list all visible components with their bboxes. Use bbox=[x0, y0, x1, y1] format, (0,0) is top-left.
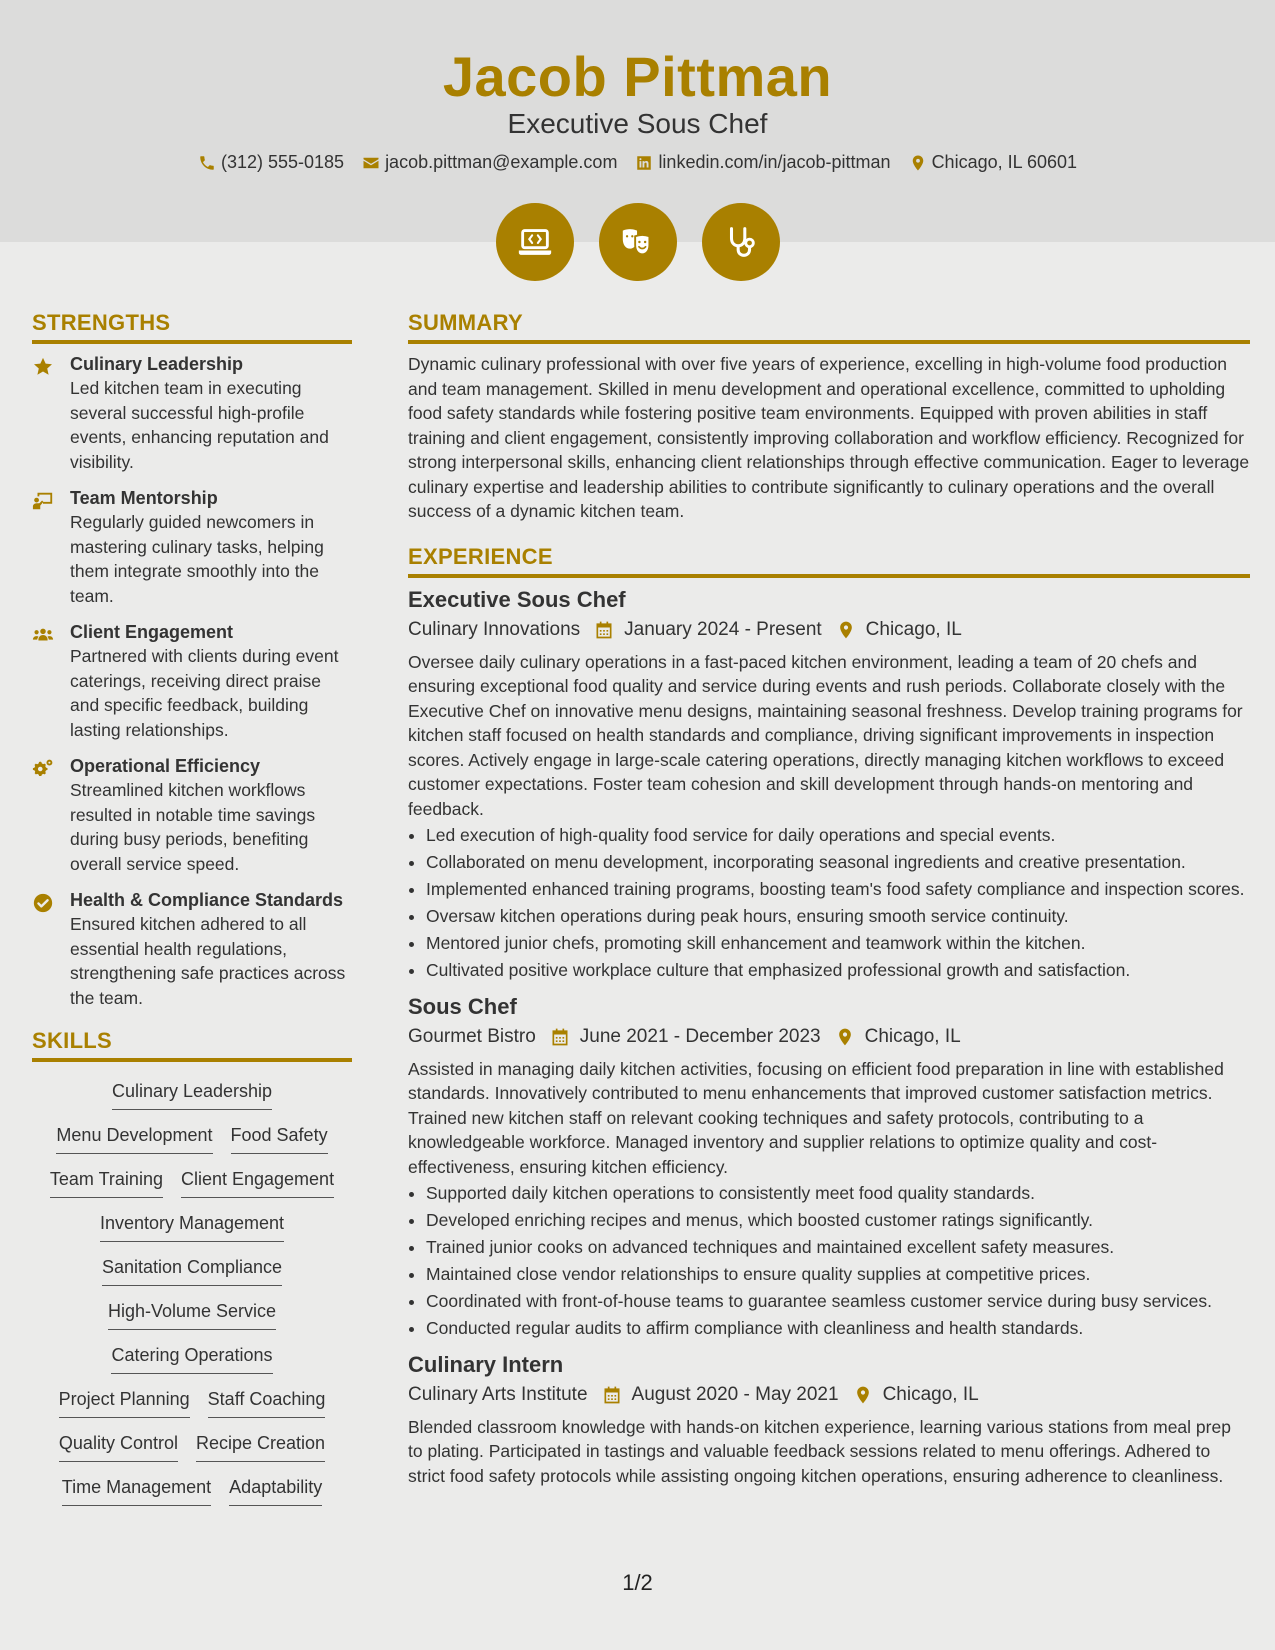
contact-row bbox=[0, 152, 1275, 173]
contact-phone-text: (312) 555-0185 bbox=[220, 152, 345, 172]
job-company: Culinary Innovations bbox=[408, 618, 581, 640]
skill-tag: Recipe Creation bbox=[196, 1428, 325, 1462]
contact-linkedin[interactable] bbox=[635, 152, 890, 173]
strength-desc: Ensured kitchen adhered to all essential health regulations, strengthening safe practices across the team. bbox=[70, 914, 346, 1008]
theater-masks-icon bbox=[619, 223, 657, 261]
skill-tag: High-Volume Service bbox=[108, 1296, 276, 1330]
location-icon bbox=[909, 154, 927, 172]
job-bullet: • Mentored junior chefs, promoting skill enhancement and teamwork within the kitchen. bbox=[426, 931, 1250, 956]
badge-theater bbox=[599, 203, 677, 281]
strength-desc: Regularly guided newcomers in mastering culinary tasks, helping them integrate smoothly into the team. bbox=[70, 512, 324, 606]
job-bullet: • Implemented enhanced training programs, boosting team's food safety compliance and inspection scores. bbox=[426, 877, 1250, 902]
location-icon bbox=[853, 1385, 873, 1405]
job-desc: Oversee daily culinary operations in a fast-paced kitchen environment, leading a team of 20 chefs and ensuring exceptional food quality and service during events and rush periods. Collaborate closely with the Executive Chef on innovative menu designs, maintaining seasonal freshness. Develop training programs for kitchen staff focused on health standards and compliance, driving significant improvements in inspection scores. Actively engage in large-scale catering operations, directly managing kitchen workflows to exceed customer expectations. Foster team cohesion and skill development through hands-on mentoring and feedback. bbox=[408, 651, 1243, 819]
right-column bbox=[408, 310, 1250, 1498]
skill-tag: Catering Operations bbox=[111, 1340, 272, 1374]
calendar-icon bbox=[594, 620, 614, 640]
badge-laptop bbox=[496, 203, 574, 281]
job-bullets bbox=[408, 1181, 1250, 1341]
mentor-icon bbox=[32, 490, 54, 512]
contact-location bbox=[909, 152, 1077, 173]
strength-item bbox=[32, 888, 352, 1010]
skill-tag: Team Training bbox=[50, 1164, 163, 1198]
job-bullet: • Trained junior cooks on advanced techniques and maintained excellent safety measures. bbox=[426, 1235, 1250, 1260]
strength-desc: Streamlined kitchen workflows resulted in notable time savings during busy periods, benefiting overall service speed. bbox=[70, 780, 316, 874]
left-column bbox=[32, 310, 352, 1506]
strength-item bbox=[32, 754, 352, 876]
skill-tag: Sanitation Compliance bbox=[102, 1252, 282, 1286]
email-icon bbox=[362, 154, 380, 172]
gears-icon bbox=[32, 758, 54, 780]
summary-text: Dynamic culinary professional with over five years of experience, excelling in high-volume food production and team management. Skilled in menu development and operational excellence, committed to upholding food safety standards while fostering positive team environments. Equipped with proven abilities in staff training and client engagement, consistently improving collaboration and workflow efficiency. Recognized for strong interpersonal skills, enhancing client relationships through effective communication. Eager to leverage culinary expertise and leadership abilities to contribute significantly to culinary operations and the overall success of a dynamic kitchen team. bbox=[408, 354, 1250, 521]
users-icon bbox=[32, 624, 54, 646]
job-bullet: • Supported daily kitchen operations to consistently meet food quality standards. bbox=[426, 1181, 1250, 1206]
contact-phone[interactable] bbox=[198, 152, 344, 173]
job-bullet: • Led execution of high-quality food service for daily operations and special events. bbox=[426, 823, 1250, 848]
skill-tag: Time Management bbox=[62, 1472, 211, 1506]
star-icon bbox=[32, 356, 54, 378]
skill-tag: Project Planning bbox=[59, 1384, 190, 1418]
job-meta bbox=[408, 1021, 1250, 1053]
strength-title: Health & Compliance Standards bbox=[70, 890, 344, 910]
job-bullet: • Developed enriching recipes and menus, which boosted customer ratings significantly. bbox=[426, 1208, 1250, 1233]
location-icon bbox=[836, 620, 856, 640]
laptop-code-icon bbox=[516, 223, 554, 261]
job-meta bbox=[408, 614, 1250, 646]
strength-desc: Led kitchen team in executing several successful high-profile events, enhancing reputation and visibility. bbox=[70, 378, 329, 472]
job-dates: January 2024 - Present bbox=[624, 618, 822, 640]
contact-email-text: jacob.pittman@example.com bbox=[385, 152, 618, 172]
skill-tag: Staff Coaching bbox=[208, 1384, 326, 1418]
skills-list bbox=[32, 1070, 352, 1506]
job-dates: August 2020 - May 2021 bbox=[631, 1383, 839, 1405]
job-dates: June 2021 - December 2023 bbox=[579, 1025, 821, 1047]
location-icon bbox=[835, 1027, 855, 1047]
strength-desc: Partnered with clients during event caterings, receiving direct praise and specific feedback, building lasting relationships. bbox=[70, 646, 339, 740]
strength-item bbox=[32, 352, 352, 474]
job-role: Sous Chef bbox=[408, 993, 517, 1019]
strength-title: Team Mentorship bbox=[70, 488, 218, 508]
job-entry bbox=[408, 993, 1250, 1341]
skill-tag: Adaptability bbox=[229, 1472, 322, 1506]
skill-tag: Inventory Management bbox=[100, 1208, 284, 1242]
skill-tag: Quality Control bbox=[59, 1428, 178, 1462]
contact-email[interactable] bbox=[362, 152, 617, 173]
check-circle-icon bbox=[32, 892, 54, 914]
phone-icon bbox=[198, 154, 216, 172]
job-location: Chicago, IL bbox=[882, 1383, 979, 1405]
job-company: Culinary Arts Institute bbox=[408, 1383, 588, 1405]
summary-heading: SUMMARY bbox=[408, 310, 1250, 344]
job-entry bbox=[408, 1351, 1250, 1489]
skill-tag: Culinary Leadership bbox=[112, 1076, 272, 1110]
job-desc: Blended classroom knowledge with hands-on kitchen experience, learning various stations from meal prep to plating. Participated in tastings and valuable feedback sessions related to menu offerings. Adhered to strict food safety protocols while assisting ongoing kitchen operations, ensuring adherence to cleanliness. bbox=[408, 1416, 1231, 1486]
linkedin-icon bbox=[635, 154, 653, 172]
skill-tag: Food Safety bbox=[231, 1120, 328, 1154]
job-bullet: • Conducted regular audits to affirm compliance with cleanliness and health standards. bbox=[426, 1316, 1250, 1341]
job-location: Chicago, IL bbox=[864, 1025, 961, 1047]
calendar-icon bbox=[602, 1385, 622, 1405]
strength-title: Operational Efficiency bbox=[70, 756, 261, 776]
skills-heading: SKILLS bbox=[32, 1028, 352, 1062]
interest-badges bbox=[0, 203, 1275, 281]
job-role: Culinary Intern bbox=[408, 1351, 564, 1377]
contact-location-text: Chicago, IL 60601 bbox=[931, 152, 1078, 172]
job-bullets bbox=[408, 823, 1250, 983]
job-bullet: • Maintained close vendor relationships to ensure quality supplies at competitive prices. bbox=[426, 1262, 1250, 1287]
job-bullet: • Oversaw kitchen operations during peak hours, ensuring smooth service continuity. bbox=[426, 904, 1250, 929]
job-desc: Assisted in managing daily kitchen activities, focusing on efficient food preparation in line with established standards. Innovatively contributed to menu enhancements that improved customer satisfaction metrics. Trained new kitchen staff on relevant cooking techniques and safety protocols, contributing to a knowledgeable workforce. Managed inventory and supplier relations to optimize quality and cost-effectiveness, ensuring kitchen efficiency. bbox=[408, 1058, 1224, 1177]
badge-stethoscope bbox=[702, 203, 780, 281]
job-company: Gourmet Bistro bbox=[408, 1025, 536, 1047]
job-role: Executive Sous Chef bbox=[408, 586, 626, 612]
strength-item bbox=[32, 486, 352, 608]
strength-title: Culinary Leadership bbox=[70, 354, 244, 374]
strength-item bbox=[32, 620, 352, 742]
calendar-icon bbox=[550, 1027, 570, 1047]
candidate-name: Jacob Pittman bbox=[442, 45, 833, 108]
job-location: Chicago, IL bbox=[865, 618, 962, 640]
job-entry bbox=[408, 586, 1250, 983]
skill-tag: Menu Development bbox=[56, 1120, 212, 1154]
skill-tag: Client Engagement bbox=[181, 1164, 334, 1198]
stethoscope-icon bbox=[722, 223, 760, 261]
job-bullet: • Coordinated with front-of-house teams to guarantee seamless customer service during busy services. bbox=[426, 1289, 1250, 1314]
strength-title: Client Engagement bbox=[70, 622, 234, 642]
job-bullet: • Collaborated on menu development, incorporating seasonal ingredients and creative presentation. bbox=[426, 850, 1250, 875]
page-number: 1/2 bbox=[622, 1570, 653, 1595]
job-meta bbox=[408, 1379, 1250, 1411]
strengths-heading: STRENGTHS bbox=[32, 310, 352, 344]
candidate-title: Executive Sous Chef bbox=[507, 108, 768, 139]
contact-linkedin-text: linkedin.com/in/jacob-pittman bbox=[658, 152, 891, 172]
experience-heading: EXPERIENCE bbox=[408, 544, 1250, 578]
job-bullet: • Cultivated positive workplace culture that emphasized professional growth and satisfaction. bbox=[426, 958, 1250, 983]
